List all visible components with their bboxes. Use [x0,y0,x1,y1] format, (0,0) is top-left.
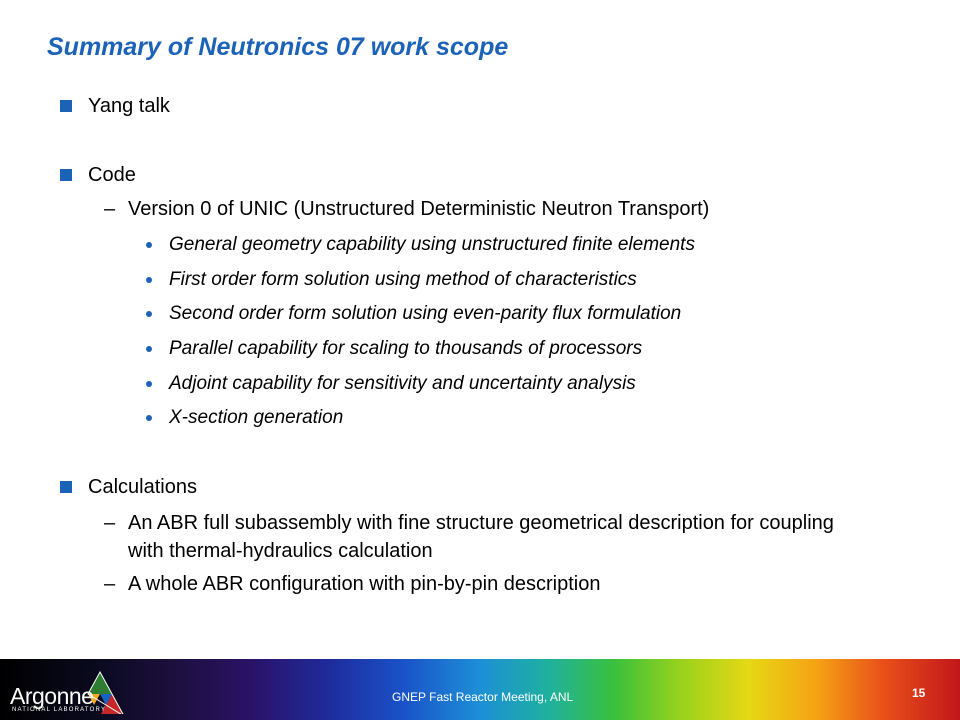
dot-bullet-icon [146,311,152,317]
sub-sub-bullet: Parallel capability for scaling to thousands of processors [169,338,643,359]
sub-sub-bullet: General geometry capability using unstructured finite elements [169,234,695,255]
sub-sub-bullet: First order form solution using method of characteristics [169,269,637,290]
sub-bullet-unic: Version 0 of UNIC (Unstructured Deterministic Neutron Transport) [128,198,710,220]
sub-sub-bullet: X-section generation [169,407,344,428]
square-bullet-icon [60,100,72,112]
sub-sub-bullet: Second order form solution using even-parity flux formulation [169,303,682,324]
dot-bullet-icon [146,277,152,283]
bullet-yang-talk: Yang talk [88,95,170,117]
square-bullet-icon [60,481,72,493]
bullet-calculations: Calculations [88,476,197,498]
dash-bullet-icon: – [104,198,116,220]
dot-bullet-icon [146,242,152,248]
dot-bullet-icon [146,346,152,352]
page-number: 15 [912,686,926,700]
dash-bullet-icon: – [104,573,116,595]
dot-bullet-icon [146,381,152,387]
slide-title: Summary of Neutronics 07 work scope [47,33,509,61]
dash-bullet-icon: – [104,512,116,534]
dot-bullet-icon [146,415,152,421]
meeting-name: GNEP Fast Reactor Meeting, ANL [392,690,574,704]
sub-sub-bullet: Adjoint capability for sensitivity and uncertainty analysis [169,373,636,394]
logo-wordmark: Argonne [10,683,94,709]
bullet-code: Code [88,164,136,186]
sub-bullet-configuration: A whole ABR configuration with pin-by-pin description [128,573,601,595]
square-bullet-icon [60,169,72,181]
sub-bullet-subassembly: An ABR full subassembly with fine structure geometrical description for coupling with thermal-hydraulics calculation [128,512,834,562]
logo-subtitle: NATIONAL LABORATORY [12,707,107,713]
